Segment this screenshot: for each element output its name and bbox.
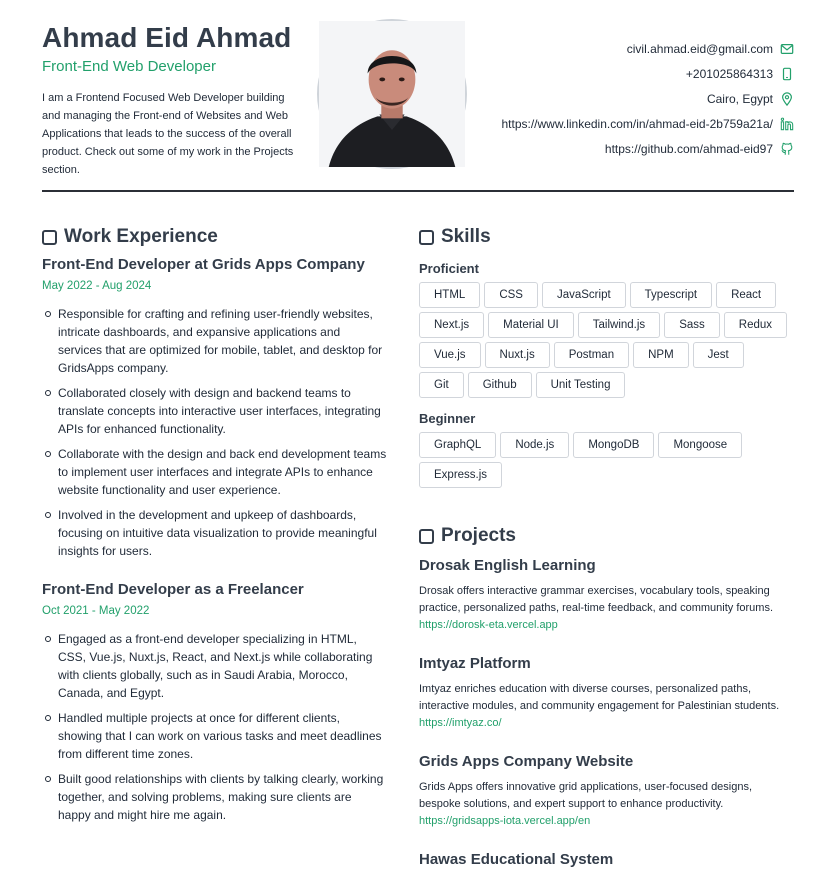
skill-chip: Mongoose [658, 432, 742, 458]
linkedin-icon [780, 117, 794, 131]
proficient-label: Proficient [419, 261, 479, 276]
skill-chip: Git [419, 372, 464, 398]
skill-chip: Jest [693, 342, 744, 368]
job-role: Front-End Web Developer [42, 58, 216, 75]
job-bullets [42, 630, 387, 824]
skill-chip: Nuxt.js [485, 342, 550, 368]
job-bullets [42, 305, 387, 560]
project-title: Drosak English Learning [419, 557, 596, 574]
project-link[interactable]: https://dorosk-eta.vercel.app [419, 619, 558, 631]
skill-chip: JavaScript [542, 282, 626, 308]
contact-list [502, 36, 795, 161]
person-name: Ahmad Eid Ahmad [42, 22, 292, 53]
job-bullet: Collaborated closely with design and backend teams to translate concepts into interactive user interfaces, integrating APIs for enhanced functionality. [42, 384, 387, 438]
skill-chip: Sass [664, 312, 720, 338]
project-title: Grids Apps Company Website [419, 753, 634, 770]
project-entry [419, 654, 794, 732]
contact-linkedin[interactable] [502, 111, 795, 136]
job-bullet: Engaged as a front-end developer specializing in HTML, CSS, Vue.js, Nuxt.js, React, and Next.js while collaborating with clients globally, such as in Saudi Arabia, Morocco, Canada, and Egypt. [42, 630, 387, 702]
projects-section [419, 525, 794, 869]
skill-chip: CSS [484, 282, 538, 308]
resume-header [42, 22, 794, 176]
job-dates: Oct 2021 - May 2022 [42, 605, 150, 617]
beginner-label: Beginner [419, 411, 476, 426]
skill-chip: Vue.js [419, 342, 481, 368]
contact-github[interactable] [502, 136, 795, 161]
contact-email-text: civil.ahmad.eid@gmail.com [626, 41, 773, 56]
bio-text: I am a Frontend Focused Web Developer building and managing the Front-end of Websites and Web Applications that leads to the success of the overall product. Check out some of my work in the Projects section. [42, 92, 294, 176]
project-description: Imtyaz enriches education with diverse courses, personalized paths, interactive modules, and community engagement for Palestinian students. [419, 683, 780, 712]
skill-chip: Github [468, 372, 532, 398]
right-column [419, 226, 794, 869]
project-entry [419, 556, 794, 634]
skill-chip: MongoDB [573, 432, 654, 458]
skill-chip: NPM [633, 342, 689, 368]
contact-phone-text: +201025864313 [685, 66, 773, 81]
contact-github-text: https://github.com/ahmad-eid97 [604, 141, 773, 156]
project-link[interactable]: https://gridsapps-iota.vercel.app/en [419, 815, 591, 827]
skill-chip: Node.js [500, 432, 569, 458]
location-pin-icon [780, 92, 794, 106]
skill-chip: Postman [554, 342, 629, 368]
job-dates: May 2022 - Aug 2024 [42, 280, 152, 292]
mail-icon [780, 42, 794, 56]
projects-title: Projects [441, 525, 516, 546]
job-bullet: Collaborate with the design and back end development teams to implement user interfaces and integrate APIs to enhance website functionality and user experience. [42, 445, 387, 499]
skills-heading [419, 226, 794, 248]
work-experience-title: Work Experience [64, 226, 218, 247]
job-bullet: Involved in the development and upkeep of dashboards, focusing on intuitive data visualization to provide meaningful insights for users. [42, 506, 387, 560]
job-title: Front-End Developer at Grids Apps Company [42, 256, 365, 273]
job-bullet: Responsible for crafting and refining user-friendly websites, intricate dashboards, and expansive applications and services that are optimized for mobile, tablet, and desktop for GridsApps company. [42, 305, 387, 377]
work-experience-heading [42, 226, 387, 248]
project-title: Imtyaz Platform [419, 655, 531, 672]
job-bullet: Built good relationships with clients by talking clearly, working together, and solving problems, making sure clients are happy and might hire me again. [42, 770, 387, 824]
profile-photo [317, 19, 467, 169]
avatar [319, 21, 465, 167]
skill-chip: Unit Testing [536, 372, 626, 398]
project-entry [419, 850, 794, 869]
contact-linkedin-text: https://www.linkedin.com/in/ahmad-eid-2b759a21a/ [501, 116, 773, 131]
github-icon [780, 142, 794, 156]
checkbox-square-icon [419, 529, 434, 544]
skill-chip: Typescript [630, 282, 712, 308]
header-divider [42, 190, 794, 192]
skill-chip: GraphQL [419, 432, 496, 458]
contact-location-text: Cairo, Egypt [706, 91, 773, 106]
projects-heading [419, 525, 794, 547]
project-entry [419, 752, 794, 830]
skill-chip: Next.js [419, 312, 484, 338]
contact-email[interactable] [502, 36, 795, 61]
contact-phone[interactable] [502, 61, 795, 86]
checkbox-square-icon [419, 230, 434, 245]
skill-chip: React [716, 282, 776, 308]
project-title: Hawas Educational System [419, 851, 614, 868]
skill-chip: HTML [419, 282, 480, 308]
project-description: Drosak offers interactive grammar exercises, vocabulary tools, speaking practice, personalized paths, real-time feedback, and community forums. [419, 585, 773, 614]
skill-chip: Material UI [488, 312, 574, 338]
beginner-skills [419, 432, 794, 492]
job-title: Front-End Developer as a Freelancer [42, 581, 304, 598]
skill-chip: Express.js [419, 462, 502, 488]
project-link[interactable]: https://imtyaz.co/ [419, 717, 502, 729]
checkbox-square-icon [42, 230, 57, 245]
phone-icon [780, 67, 794, 81]
job-entry [42, 580, 387, 824]
job-bullet: Handled multiple projects at once for different clients, showing that I can work on various tasks and meet deadlines from different time zones. [42, 709, 387, 763]
skills-title: Skills [441, 226, 491, 247]
left-column [42, 226, 387, 831]
contact-location [502, 86, 795, 111]
proficient-skills [419, 282, 794, 402]
skill-chip: Tailwind.js [578, 312, 660, 338]
skill-chip: Redux [724, 312, 787, 338]
job-entry [42, 255, 387, 560]
project-description: Grids Apps offers innovative grid applications, user-focused designs, bespoke solutions, and expert support to enhance productivity. [419, 781, 753, 810]
